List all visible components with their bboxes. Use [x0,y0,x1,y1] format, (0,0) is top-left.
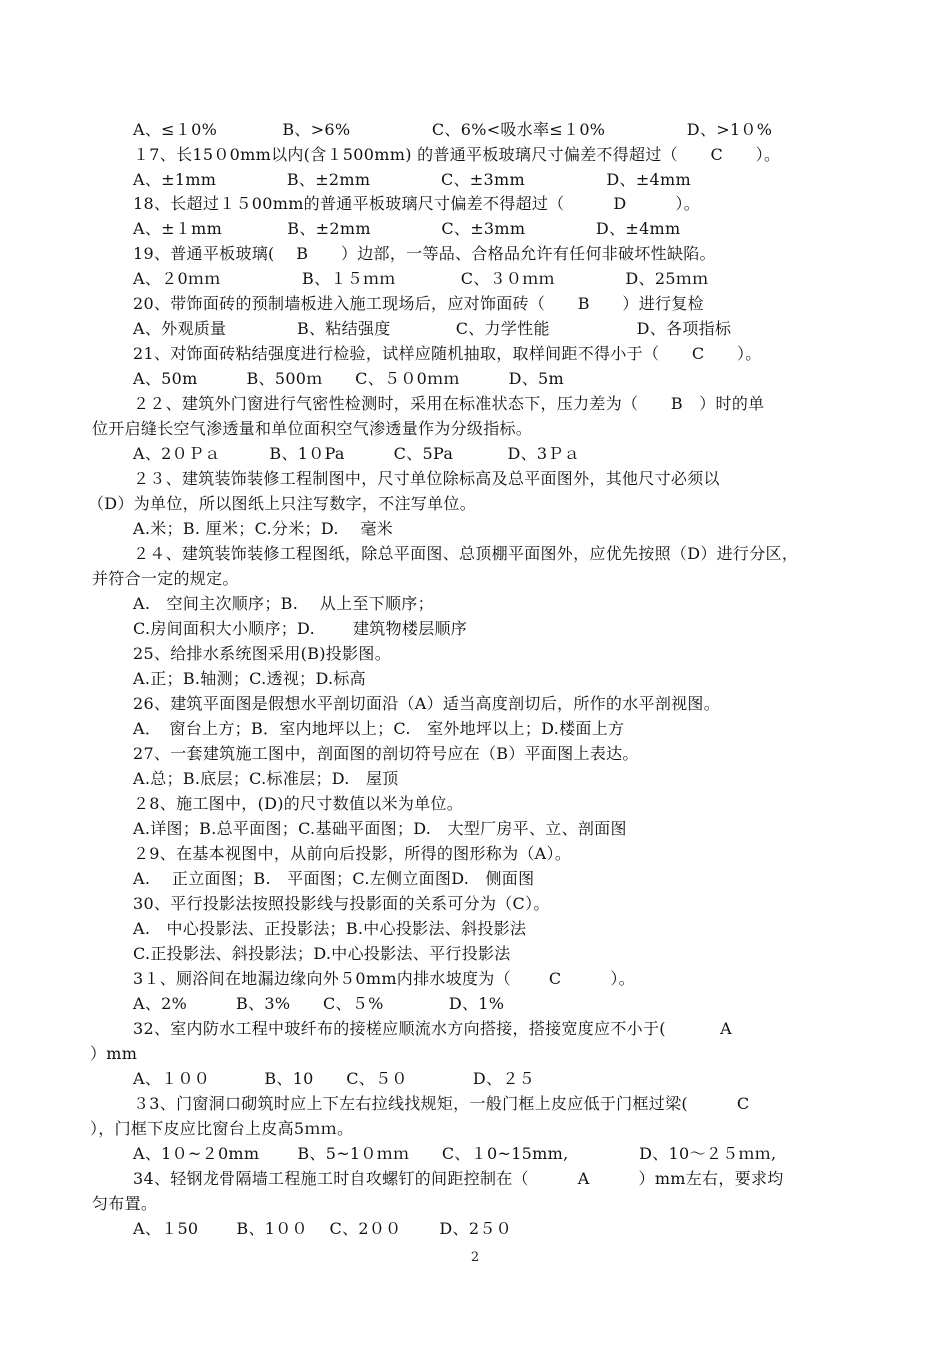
text-line: 32、室内防水工程中玻纤布的接槎应顺流水方向搭接，搭接宽度应不小于( A [133,1019,732,1038]
text-line: 位开启缝长空气渗透量和单位面积空气渗透量作为分级指标。 [92,419,533,438]
text-line: A、１００ B、10 C、５０ D、２５ [133,1069,535,1088]
text-line: 21、对饰面砖粘结强度进行检验，试样应随机抽取，取样间距不得小于（ C ）。 [133,344,762,363]
text-line: ２４、建筑装饰装修工程图纸，除总平面图、总顶棚平面图外，应优先按照（D）进行分区， [133,544,799,563]
text-line: A． 窗台上方；B．室内地坪以上；C. 室外地坪以上；D.楼面上方 [133,719,625,738]
text-line: C.正投影法、斜投影法；D.中心投影法、平行投影法 [133,944,511,963]
text-line: ）mm [90,1044,138,1063]
text-line: （D）为单位，所以图纸上只注写数字，不注写单位。 [88,494,477,513]
text-line: 25、给排水系统图采用(B)投影图。 [133,644,392,663]
text-line: A、±１mm B、±2mm C、±3mm D、±4mm [133,219,681,238]
text-line: A、１50 B、1００ C、2００ D、2５０ [133,1219,512,1238]
text-line: 34、轻钢龙骨隔墙工程施工时自攻螺钉的间距控制在（ A ）mm左右，要求均 [133,1169,784,1188]
text-line: A、50m B、500ｍ C、５０0ｍｍ D、5m [133,369,564,388]
text-line: ３3、门窗洞口砌筑时应上下左右拉线找规矩，一般门框上皮应低于门框过梁( C [133,1094,750,1113]
text-line: A. 中心投影法、正投影法；B.中心投影法、斜投影法 [133,919,527,938]
text-line: A. 空间主次顺序；B. 从上至下顺序； [133,594,434,613]
text-line: A、外观质量 B、粘结强度 C、力学性能 D、各项指标 [133,319,732,338]
text-line: A.总；B.底层；C.标准层；D. 屋顶 [133,769,399,788]
text-line: ２２、建筑外门窗进行气密性检测时，采用在标准状态下，压力差为（ B ）时的单 [133,394,765,413]
text-line: A、±1mm B、±2mm C、±3mm D、±4mm [133,170,691,189]
text-line: 20、带饰面砖的预制墙板进入施工现场后，应对饰面砖（ B ）进行复检 [133,294,704,313]
text-line: A、≤１0% B、>6% C、6%<吸水率≤１0% D、>1０% [133,120,773,139]
text-line: １7、长15０0mm以内(含１500mm) 的普通平板玻璃尺寸偏差不得超过（ C ）。 [133,145,781,164]
text-line: ２9、在基本视图中，从前向后投影，所得的图形称为（A）。 [133,844,572,863]
text-line: 18、长超过１５00mm的普通平板玻璃尺寸偏差不得超过（ D ）。 [133,194,700,213]
text-line: 30、平行投影法按照投影线与投影面的关系可分为（C）。 [133,894,550,913]
text-line: 匀布置。 [92,1194,158,1213]
text-line: A. 正立面图；B. 平面图；C.左侧立面图D. 侧面图 [133,869,535,888]
text-line: A、1０~２0mm B、5~1０ｍｍ C、１0~15mm, D、10～２５ｍｍ, [133,1144,777,1163]
text-line: A.详图；B.总平面图；C.基础平面图；D. 大型厂房平、立、剖面图 [133,819,627,838]
text-line: ２8、施工图中，(D)的尺寸数值以米为单位。 [133,794,464,813]
text-line: 并符合一定的规定。 [92,569,239,588]
text-line: A.米；B. 厘米；C.分米；D. 毫米 [133,519,394,538]
text-line: A、2０Ｐａ B、1０Pa C、5Pa D、3Ｐａ [133,444,580,463]
text-line: 19、普通平板玻璃( B ）边部，一等品、合格品允许有任何非破坏性缺陷。 [133,244,716,263]
text-line: ２３、建筑装饰装修工程制图中，尺寸单位除标高及总平面图外，其他尺寸必须以 [133,469,720,488]
text-line: 27、一套建筑施工图中，剖面图的剖切符号应在（B）平面图上表达。 [133,744,639,763]
text-line: 26、建筑平面图是假想水平剖切面沿（A）适当高度剖切后，所作的水平剖视图。 [133,694,721,713]
text-line: A、2% B、3% C、５% D、1% [133,994,505,1013]
text-line: C.房间面积大小顺序；D. 建筑物楼层顺序 [133,619,468,638]
text-line: A、２0ｍｍ B、１５ｍｍ C、３０ｍｍ D、25ｍｍ [133,269,709,288]
text-line: A.正；B.轴测；C.透视；D.标高 [133,669,366,688]
text-line: ），门框下皮应比窗台上皮高5ｍｍ。 [90,1119,354,1138]
page-number: 2 [470,1250,480,1265]
text-line: 3１、厕浴间在地漏边缘向外５0mm内排水坡度为（ C ）。 [133,969,635,988]
